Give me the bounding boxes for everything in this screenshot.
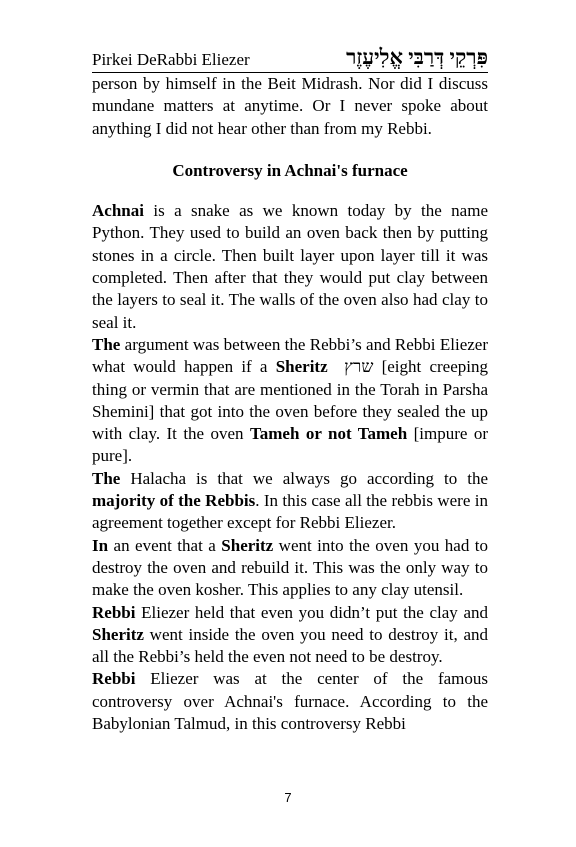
term-tameh: Tameh or not Tameh: [249, 424, 408, 444]
paragraph-rebbi-eliezer-held: [92, 602, 488, 669]
paragraph-lead: Rebbi: [92, 669, 136, 689]
paragraph-text: went into the oven you had to destroy the oven and rebuild it. This was the only way to make the oven kosher. This applies to any clay utensil.: [92, 535, 489, 600]
paragraph-lead: The: [92, 468, 121, 488]
paragraph-event: [92, 535, 488, 602]
term-sheritz: Sheritz: [221, 535, 274, 555]
paragraph-achnai: [92, 200, 488, 334]
paragraph-text: argument was between the Rebbi’s and Rebbi Eliezer what would happen if a: [92, 334, 488, 377]
paragraph-text: Eliezer was at the center of the famous controversy over Achnai's furnace. According to the Babylonian Talmud, in this controversy Rebbi: [92, 669, 488, 734]
term-sheritz: Sheritz: [275, 357, 328, 377]
paragraph-lead: Achnai: [92, 201, 144, 221]
paragraph-lead: Rebbi: [92, 602, 136, 622]
paragraph-text: Eliezer held that even you didn’t put the clay and: [135, 602, 488, 622]
page-number: 7: [284, 790, 292, 805]
paragraph-text: an event that a: [108, 535, 222, 555]
header-title-english: Pirkei DeRabbi Eliezer: [92, 50, 250, 69]
page-body: [92, 73, 488, 735]
section-heading: Controversy in Achnai's furnace: [172, 160, 408, 180]
term-sheritz: Sheritz: [92, 624, 144, 644]
intro-paragraph: person by himself in the Beit Midrash. Nor did I discuss mundane matters at anytime. Or I never spoke about anything I did not hear other than from my Rebbi.: [92, 74, 488, 138]
paragraph-text: . In this case all the rebbis were in agreement together except for Rebbi Eliezer.: [92, 491, 488, 533]
paragraph-text: is a snake as we known today by the name Python. They used to build an oven back then by putting stones in a circle. Then built layer upon layer till it was completed. Then after that they would put clay between the layers to seal it. The walls of the oven also had clay to seal it.: [92, 201, 488, 332]
header-title-hebrew: פִּרְקֵי דְּרַבִּי אֱלִיעֶזֶר: [346, 45, 488, 69]
term-majority: majority of the Rebbis: [92, 491, 256, 511]
paragraph-argument: [92, 334, 488, 468]
paragraph-lead: In: [92, 535, 109, 555]
paragraph-text: [eight creeping thing or vermin that are mentioned in the Torah in Parsha Shemini] that got into the oven before they sealed the up with clay. It the oven: [92, 357, 488, 444]
running-header: [92, 45, 488, 73]
paragraph-controversy: [92, 668, 488, 735]
paragraph-text: went inside the oven you need to destroy it, and all the Rebbi’s held the even not need to be destroy.: [92, 624, 488, 667]
paragraph-halacha: [92, 468, 488, 535]
paragraph-text: [impure or pure].: [92, 424, 488, 466]
paragraph-lead: The: [92, 334, 121, 354]
term-hebrew: שרץ: [344, 357, 374, 377]
paragraph-text: Halacha is that we always go according to the: [120, 468, 488, 488]
